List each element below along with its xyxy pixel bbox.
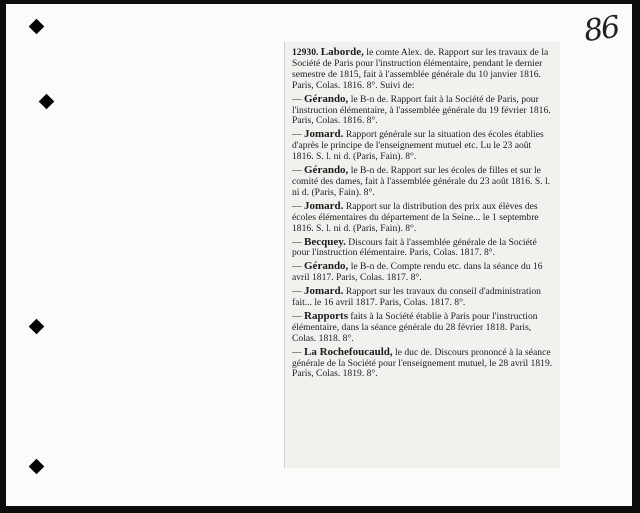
entry-text: le B-n de. Rapport sur les écoles de filles et sur le comité des dames, fait à l'assemblée générale du 23 août 1816. S. l. ni d. (Paris, Fain). 8°. <box>292 165 551 198</box>
dash-marker: — <box>292 165 304 177</box>
list-item <box>292 311 553 345</box>
punch-hole-icon <box>39 94 55 110</box>
catalog-clipping <box>284 42 560 468</box>
dash-marker: — <box>292 346 304 358</box>
entry-text: le B-n de. Rapport fait à la Société de Paris, pour l'instruction élémentaire, à l'assemblée générale du 19 février 1816. Paris, Colas. 1816. 8°. <box>292 93 551 127</box>
list-item <box>292 237 553 260</box>
entry-number: 12930. <box>292 47 319 58</box>
list-item <box>292 94 553 128</box>
dash-marker: — <box>292 236 304 248</box>
list-item <box>292 201 553 235</box>
entry-text: faits à la Société établie à Paris pour l'instruction élémentaire, dans la séance générale du 28 février 1818. Paris, Colas. 1818. 8°. <box>292 310 538 344</box>
page <box>6 4 632 506</box>
dash-marker: — <box>292 310 304 322</box>
entry-name: Gérando, <box>304 92 349 105</box>
dash-marker: — <box>292 261 304 273</box>
entry-name: Laborde, <box>320 46 364 58</box>
list-item <box>292 261 553 284</box>
list-item <box>292 347 553 381</box>
dash-marker: — <box>292 129 304 141</box>
entry-name: Jomard. <box>304 199 344 212</box>
page-number: 86 <box>581 9 621 50</box>
punch-hole-icon <box>29 19 45 35</box>
punch-hole-icon <box>29 459 45 475</box>
entry-text: Rapport sur la distribution des prix aux élèves des écoles élémentaires du département de la Seine... le 1 septembre 1816. S. l. ni d. (Paris, Fain). 8°. <box>292 200 539 234</box>
dash-marker: — <box>292 200 304 212</box>
entry-name: Gérando, <box>304 260 349 273</box>
entry-text: le B-n de. Compte rendu etc. dans la séance du 16 avril 1817. Paris, Colas. 1817. 8°. <box>292 261 543 284</box>
entry-text: Discours fait à l'assemblée générale de la Société pour l'instruction élémentaire. Paris, Colas. 1817. 8°. <box>292 236 537 259</box>
dash-marker: — <box>292 93 304 105</box>
list-item <box>292 165 553 199</box>
entry-name: Rapports <box>304 309 349 322</box>
entry-name: La Rochefoucauld, <box>304 345 393 358</box>
entry-name: Becquey. <box>304 235 346 248</box>
entry-text: le duc de. Discours prononcé à la séance générale de la Société pour l'enseignement mutuel, le 28 avril 1819. Paris, Colas. 1819. 8°. <box>292 346 553 380</box>
punch-hole-icon <box>29 319 45 335</box>
list-item <box>292 129 553 163</box>
list-item <box>292 286 553 309</box>
entry-text: le comte Alex. de. Rapport sur les travaux de la Société de Paris pour l'instruction élémentaire, pendant le dernier semestre de 1815, fait à l'assemblée générale du 10 janvier 1816. Paris, Colas. 1816. 8°. Suivi de: <box>292 47 549 91</box>
entry-text: Rapport générale sur la situation des écoles établies d'après le principe de l'enseignement mutuel etc. Lu le 23 août 1816. S. l. ni d. (Paris, Fain). 8°. <box>292 129 544 163</box>
entry-list <box>292 94 553 381</box>
entry-text: Rapport sur les travaux du conseil d'administration fait... le 16 avril 1817. Paris, Colas. 1817. 8°. <box>292 286 541 309</box>
main-entry <box>292 47 553 92</box>
entry-name: Jomard. <box>304 285 344 298</box>
dash-marker: — <box>292 286 304 298</box>
entry-name: Gérando, <box>304 164 349 177</box>
entry-name: Jomard. <box>304 128 344 141</box>
